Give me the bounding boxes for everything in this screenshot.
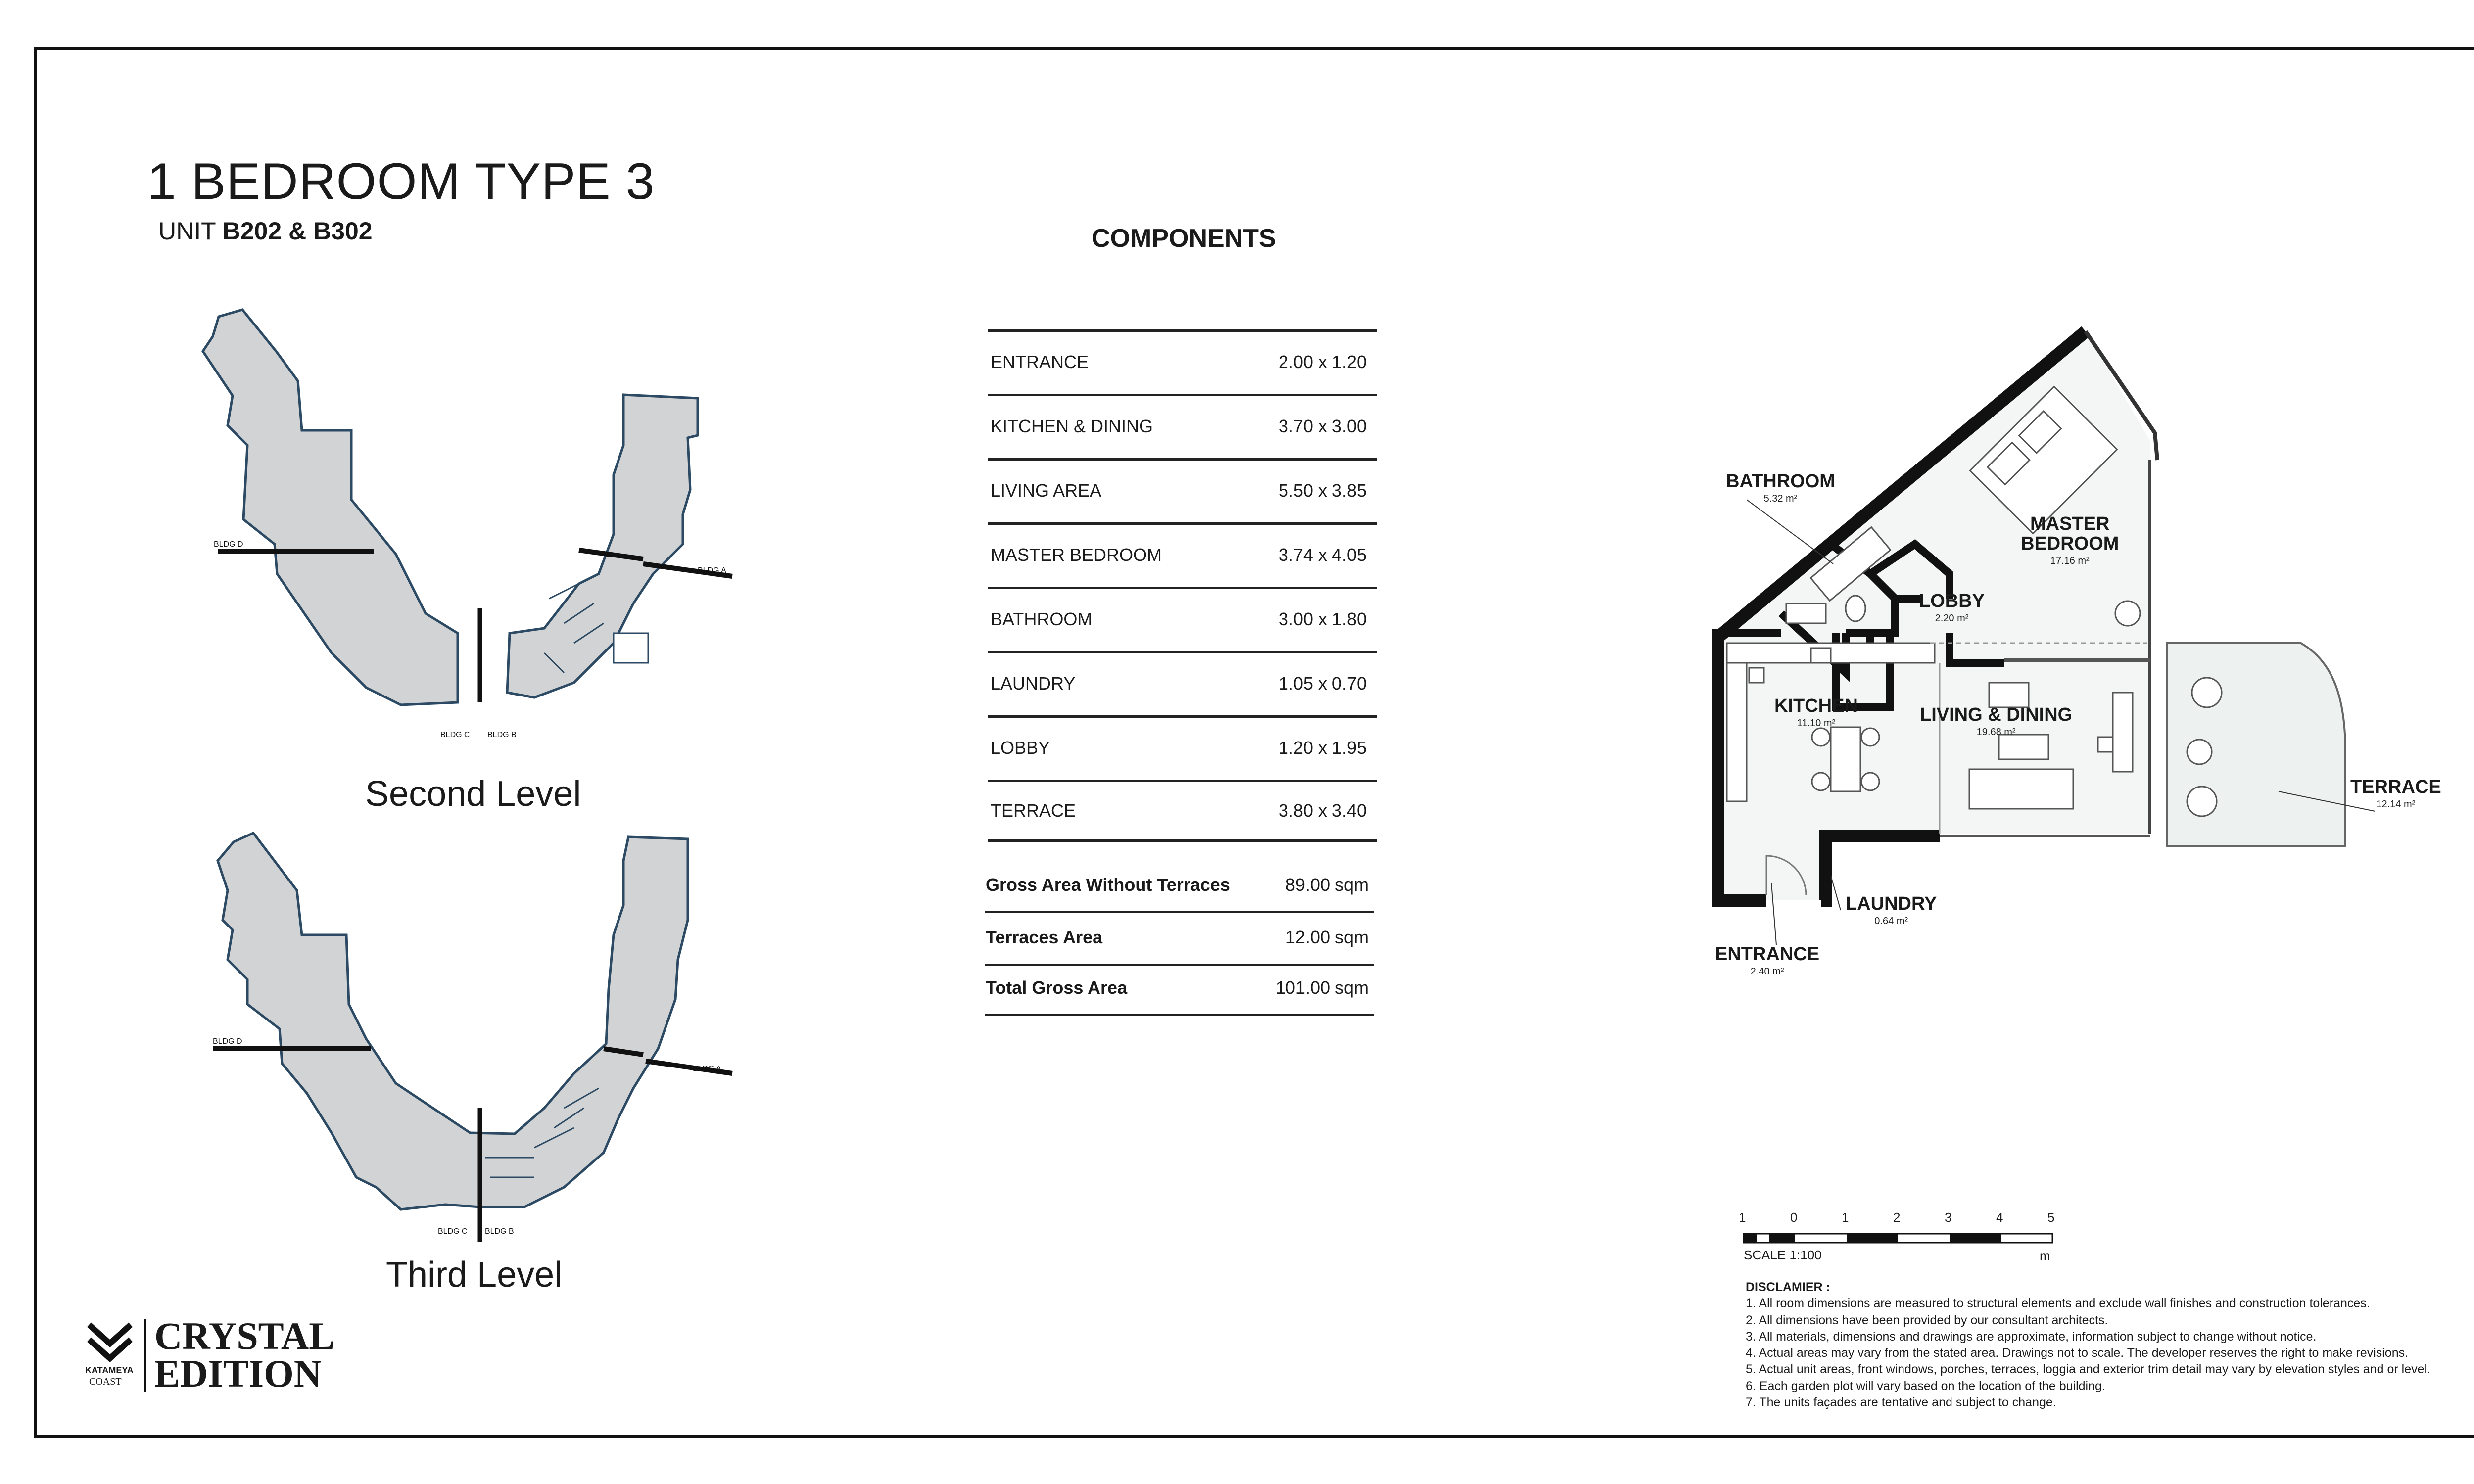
room-entrance bbox=[1715, 945, 1819, 978]
scale-tick: 3 bbox=[1945, 1210, 1952, 1225]
label-bldg-c: BLDG C bbox=[440, 731, 470, 739]
total-value: 89.00 sqm bbox=[1285, 875, 1369, 895]
component-row bbox=[988, 780, 1377, 842]
component-size: 3.80 x 3.40 bbox=[1278, 800, 1367, 821]
component-name: KITCHEN & DINING bbox=[991, 416, 1153, 436]
room-name: KITCHEN bbox=[1774, 696, 1858, 716]
room-area: 12.14 m² bbox=[2376, 798, 2416, 810]
total-row bbox=[985, 966, 1374, 1016]
total-row bbox=[985, 915, 1374, 966]
disclaimer-item: 2. All dimensions have been provided by our consultant architects. bbox=[1746, 1313, 2108, 1327]
total-name: Terraces Area bbox=[986, 927, 1103, 947]
component-name: ENTRANCE bbox=[991, 351, 1089, 372]
scale-tick: 4 bbox=[1996, 1210, 2003, 1225]
room-name-line1: MASTER bbox=[2030, 513, 2110, 534]
component-size: 1.20 x 1.95 bbox=[1278, 737, 1367, 758]
disclaimer-heading: DISCLAMIER : bbox=[1746, 1280, 1830, 1294]
component-name: TERRACE bbox=[991, 800, 1076, 821]
logo-large-line1: CRYSTAL bbox=[154, 1314, 335, 1357]
disclaimer-item: 3. All materials, dimensions and drawings are approximate, information subject to change without notice. bbox=[1746, 1329, 2317, 1344]
room-area: 2.20 m² bbox=[1935, 612, 1969, 624]
component-row bbox=[988, 587, 1377, 649]
room-area: 0.64 m² bbox=[1874, 915, 1908, 927]
room-master-bedroom bbox=[2021, 514, 2119, 568]
total-row bbox=[985, 863, 1374, 913]
total-value: 12.00 sqm bbox=[1285, 927, 1369, 947]
key-plan-second-level bbox=[188, 307, 757, 752]
second-level-label: Second Level bbox=[365, 774, 581, 814]
room-area: 19.68 m² bbox=[1976, 726, 2016, 738]
label3-bldg-c: BLDG C bbox=[438, 1227, 468, 1236]
room-terrace bbox=[2350, 778, 2441, 811]
component-row bbox=[988, 651, 1377, 713]
total-name: Total Gross Area bbox=[986, 977, 1128, 998]
building-cd-second bbox=[203, 310, 458, 705]
disclaimer-item: 7. The units façades are tentative and subject to change. bbox=[1746, 1395, 2056, 1409]
disclaimer bbox=[1746, 1279, 2474, 1411]
room-name: LIVING & DINING bbox=[1920, 704, 2073, 725]
room-bathroom bbox=[1726, 472, 1835, 506]
component-row bbox=[988, 394, 1377, 456]
component-name: LAUNDRY bbox=[991, 673, 1076, 694]
components-title: COMPONENTS bbox=[1092, 224, 1276, 253]
scale-tick: 2 bbox=[1893, 1210, 1901, 1225]
label-bldg-a: BLDG A bbox=[698, 566, 726, 575]
label-bldg-b: BLDG B bbox=[487, 731, 517, 739]
component-row bbox=[988, 715, 1377, 778]
room-lobby bbox=[1919, 592, 1985, 625]
scale-tick: 0 bbox=[1790, 1210, 1798, 1225]
unit-codes: B202 & B302 bbox=[222, 217, 373, 245]
unit-prefix: UNIT bbox=[158, 217, 223, 245]
building-abcd-third bbox=[218, 833, 688, 1209]
label3-bldg-d: BLDG D bbox=[213, 1037, 242, 1046]
room-name: TERRACE bbox=[2350, 777, 2441, 797]
unit-subtitle bbox=[158, 217, 373, 245]
total-value: 101.00 sqm bbox=[1275, 977, 1369, 998]
third-level-label: Third Level bbox=[386, 1255, 563, 1295]
disclaimer-item: 5. Actual unit areas, front windows, porches, terraces, loggia and exterior trim detail may vary by elevation styles and or level. bbox=[1746, 1362, 2430, 1377]
key-plan-third-level bbox=[188, 831, 757, 1276]
room-living-dining bbox=[1920, 705, 2072, 739]
total-name: Gross Area Without Terraces bbox=[986, 875, 1230, 895]
room-name: ENTRANCE bbox=[1715, 944, 1820, 965]
room-name: LOBBY bbox=[1919, 591, 1985, 611]
room-name: BATHROOM bbox=[1726, 471, 1835, 492]
logo-large-line2: EDITION bbox=[154, 1352, 322, 1395]
component-size: 5.50 x 3.85 bbox=[1278, 480, 1367, 501]
room-area: 17.16 m² bbox=[2050, 555, 2090, 566]
scale-unit: m bbox=[2040, 1249, 2050, 1263]
scale-tick: 1 bbox=[1739, 1210, 1746, 1225]
logo-small-line1: KATAMEYA bbox=[85, 1365, 134, 1375]
logo-small-line2: COAST bbox=[89, 1376, 122, 1387]
scale-tick: 5 bbox=[2047, 1210, 2055, 1225]
page-title: 1 BEDROOM TYPE 3 bbox=[147, 153, 655, 210]
room-kitchen bbox=[1774, 696, 1858, 730]
logo-mark-icon bbox=[85, 1322, 135, 1361]
logo-divider bbox=[144, 1319, 146, 1392]
component-name: LIVING AREA bbox=[991, 480, 1102, 501]
room-area: 5.32 m² bbox=[1763, 493, 1798, 504]
disclaimer-item: 1. All room dimensions are measured to structural elements and exclude wall finishes and construction tolerances. bbox=[1746, 1297, 2370, 1311]
disclaimer-item: 4. Actual areas may vary from the stated area. Drawings not to scale. The developer reserves the right to make revisions. bbox=[1746, 1346, 2409, 1360]
label3-bldg-b: BLDG B bbox=[485, 1227, 514, 1236]
unit-floor-plan bbox=[1682, 317, 2375, 1009]
room-area: 2.40 m² bbox=[1750, 966, 1784, 977]
component-name: LOBBY bbox=[991, 737, 1050, 758]
component-size: 3.00 x 1.80 bbox=[1278, 608, 1367, 629]
room-name-line2: BEDROOM bbox=[2021, 533, 2119, 554]
label3-bldg-a: BLDG A bbox=[693, 1065, 721, 1073]
component-size: 1.05 x 0.70 bbox=[1278, 673, 1367, 694]
component-size: 2.00 x 1.20 bbox=[1278, 351, 1367, 372]
room-laundry bbox=[1846, 894, 1937, 928]
component-name: BATHROOM bbox=[991, 608, 1093, 629]
component-row bbox=[988, 458, 1377, 520]
disclaimer-item: 6. Each garden plot will vary based on the location of the building. bbox=[1746, 1379, 2105, 1393]
room-name: LAUNDRY bbox=[1846, 893, 1937, 914]
room-area: 11.10 m² bbox=[1797, 717, 1836, 729]
scale-tick: 1 bbox=[1842, 1210, 1849, 1225]
label-bldg-d: BLDG D bbox=[214, 540, 243, 549]
component-row bbox=[988, 329, 1377, 392]
component-name: MASTER BEDROOM bbox=[991, 544, 1162, 565]
scale-label: SCALE 1:100 bbox=[1744, 1248, 1822, 1262]
component-size: 3.70 x 3.00 bbox=[1278, 416, 1367, 436]
component-size: 3.74 x 4.05 bbox=[1278, 544, 1367, 565]
building-ab-second bbox=[507, 395, 698, 697]
component-row bbox=[988, 522, 1377, 585]
